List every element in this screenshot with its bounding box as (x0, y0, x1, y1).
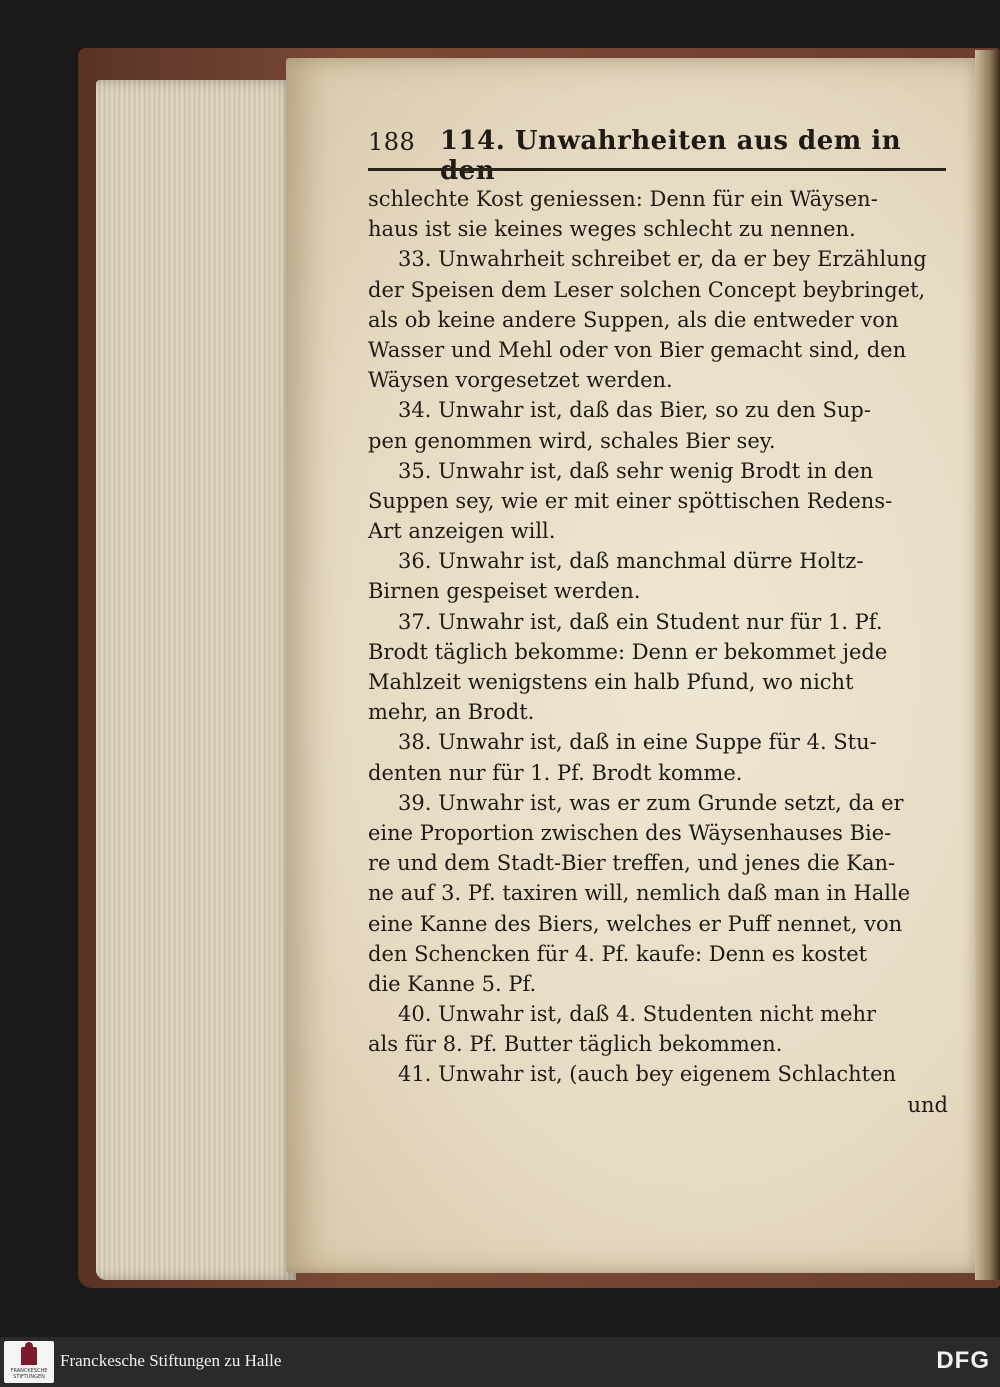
text-line: 41. Unwahr ist, (auch bey eigenem Schlachten (398, 1062, 897, 1087)
text-line: 35. Unwahr ist, daß sehr wenig Brodt in den (398, 458, 874, 483)
text-line: haus ist sie keines weges schlecht zu nennen. (368, 217, 856, 242)
text-line: den Schencken für 4. Pf. kaufe: Denn es kostet (368, 941, 868, 966)
running-title: 114. Unwahrheiten aus dem in den (440, 126, 902, 186)
institution-name: Franckesche Stiftungen zu Halle (60, 1351, 282, 1370)
text-line: 34. Unwahr ist, daß das Bier, so zu den Sup- (398, 398, 871, 423)
page-body (368, 184, 948, 1120)
header-rule (368, 168, 946, 171)
book-gutter (975, 50, 1000, 1280)
text-line: Mahlzeit wenigstens ein halb Pfund, wo nicht (368, 670, 854, 694)
text-line: 39. Unwahr ist, was er zum Grunde setzt, da er (398, 790, 904, 815)
text-line: der Speisen dem Leser solchen Concept beybringet, (368, 277, 926, 302)
text-line: als ob keine andere Suppen, als die entweder von (368, 307, 899, 332)
text-line: die Kanne 5. Pf. (368, 971, 537, 996)
text-line: schlechte Kost geniessen: Denn für ein Wäysen- (368, 187, 878, 211)
text-line: als für 8. Pf. Butter täglich bekommen. (368, 1032, 783, 1057)
text-line: Suppen sey, wie er mit einer spöttischen Redens- (368, 488, 893, 513)
text-line: denten nur für 1. Pf. Brodt komme. (368, 760, 743, 785)
text-line: ne auf 3. Pf. taxiren will, nemlich daß man in Halle (368, 881, 911, 906)
dfg-logo[interactable]: DFG (936, 1347, 990, 1374)
text-line: 38. Unwahr ist, daß in eine Suppe für 4. Stu- (398, 730, 877, 755)
page-edges (96, 80, 296, 1280)
text-line: und (907, 1092, 948, 1117)
text-line: 40. Unwahr ist, daß 4. Studenten nicht mehr (398, 1002, 877, 1027)
institution-logo[interactable] (4, 1341, 54, 1383)
text-line: pen genommen wird, schales Bier sey. (368, 428, 776, 453)
page-header (368, 120, 948, 186)
text-line: 37. Unwahr ist, daß ein Student nur für 1. Pf. (398, 609, 883, 634)
text-line: eine Kanne des Biers, welches er Puff nennet, von (368, 911, 903, 936)
text-line: Art anzeigen will. (368, 519, 556, 544)
text-line: mehr, an Brodt. (368, 700, 535, 725)
logo-caption: FRANCKESCHE STIFTUNGEN (10, 1368, 48, 1380)
building-icon (21, 1347, 37, 1365)
text-line: Wasser und Mehl oder von Bier gemacht sind, den (368, 337, 907, 362)
text-line: re und dem Stadt-Bier treffen, und jenes die Kan- (368, 851, 896, 876)
text-line: Birnen gespeiset werden. (368, 579, 641, 604)
text-line: eine Proportion zwischen des Wäysenhauses Bie- (368, 820, 892, 845)
text-line: Brodt täglich bekomme: Denn er bekommet jede (368, 639, 888, 664)
page-number: 188 (368, 128, 416, 156)
text-line: 36. Unwahr ist, daß manchmal dürre Holtz- (398, 549, 864, 574)
text-line: Wäysen vorgesetzet werden. (368, 368, 673, 393)
viewer-footer (0, 1337, 1000, 1387)
text-line: 33. Unwahrheit schreibet er, da er bey Erzählung (398, 247, 927, 272)
